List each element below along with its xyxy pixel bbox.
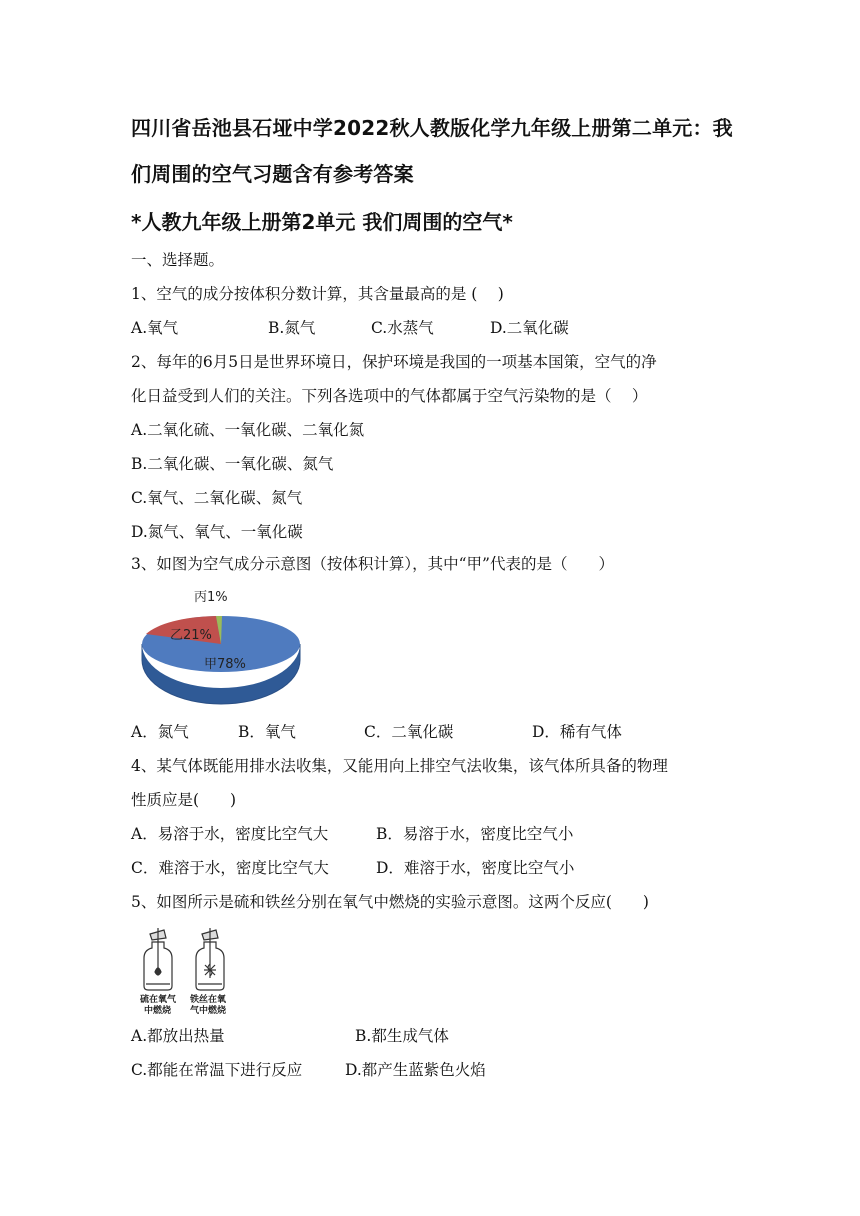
question-4-stem-line2: 性质应是( )	[131, 791, 237, 809]
question-5-option-b: B.都生成气体	[355, 1027, 449, 1045]
iron-wire-bottle	[196, 928, 224, 990]
question-4-option-a: A．易溶于水，密度比空气大	[131, 825, 329, 843]
question-2-stem-line1: 2、每年的6月5日是世界环境日，保护环境是我国的一项基本国策，空气的净	[131, 353, 657, 371]
document-title-line2: 们周围的空气习题含有参考答案	[131, 162, 414, 186]
question-2-stem-line2: 化日益受到人们的关注。下列各选项中的气体都属于空气污染物的是（ ）	[131, 387, 648, 405]
question-3-option-c: C．二氧化碳	[364, 723, 454, 741]
sulfur-bottle	[144, 928, 172, 990]
question-4-option-b: B．易溶于水，密度比空气小	[376, 825, 574, 843]
question-3-option-d: D．稀有气体	[532, 723, 622, 741]
question-5-option-d: D.都产生蓝紫色火焰	[345, 1061, 486, 1079]
question-4-option-c: C．难溶于水，密度比空气大	[131, 859, 329, 877]
question-4-option-d: D．难溶于水，密度比空气小	[376, 859, 575, 877]
pie-label-jia: 甲78%	[204, 657, 246, 672]
question-2-option-c: C.氧气、二氧化碳、氮气	[131, 489, 303, 507]
air-composition-pie-chart	[136, 584, 304, 708]
question-2-option-b: B.二氧化碳、一氧化碳、氮气	[131, 455, 334, 473]
pie-label-bing: 丙1%	[194, 590, 228, 605]
question-3-stem: 3、如图为空气成分示意图（按体积计算），其中“甲”代表的是（ ）	[131, 555, 614, 573]
section-heading: 一、选择题。	[131, 251, 225, 269]
question-2-option-d: D.氮气、氧气、一氧化碳	[131, 523, 303, 541]
question-4-stem-line1: 4、某气体既能用排水法收集，又能用向上排空气法收集，该气体所具备的物理	[131, 757, 668, 775]
question-1-stem: 1、空气的成分按体积分数计算，其含量最高的是 ( )	[131, 285, 504, 303]
question-1-option-b: B.氮气	[268, 319, 316, 337]
question-1-option-a: A.氧气	[131, 319, 179, 337]
unit-subtitle: *人教九年级上册第2单元 我们周围的空气*	[131, 210, 513, 234]
document-title-line1: 四川省岳池县石垭中学2022秋人教版化学九年级上册第二单元：我	[131, 116, 733, 140]
question-2-option-a: A.二氧化硫、一氧化碳、二氧化氮	[131, 421, 365, 439]
question-3-option-b: B．氧气	[238, 723, 296, 741]
iron-caption-line2: 气中燃烧	[190, 1006, 227, 1016]
sulfur-caption-line2: 中燃烧	[144, 1006, 172, 1016]
sulfur-caption-line1: 硫在氧气	[140, 995, 177, 1005]
question-1-option-c: C.水蒸气	[371, 319, 434, 337]
question-1-option-d: D.二氧化碳	[490, 319, 569, 337]
question-5-stem: 5、如图所示是硫和铁丝分别在氧气中燃烧的实验示意图。这两个反应( )	[131, 893, 649, 911]
combustion-experiment-figure	[136, 928, 246, 1016]
pie-label-yi: 乙21%	[170, 628, 212, 643]
question-5-option-c: C.都能在常温下进行反应	[131, 1061, 303, 1079]
iron-caption-line1: 铁丝在氧	[190, 995, 227, 1005]
question-3-option-a: A．氮气	[131, 723, 189, 741]
question-5-option-a: A.都放出热量	[131, 1027, 225, 1045]
